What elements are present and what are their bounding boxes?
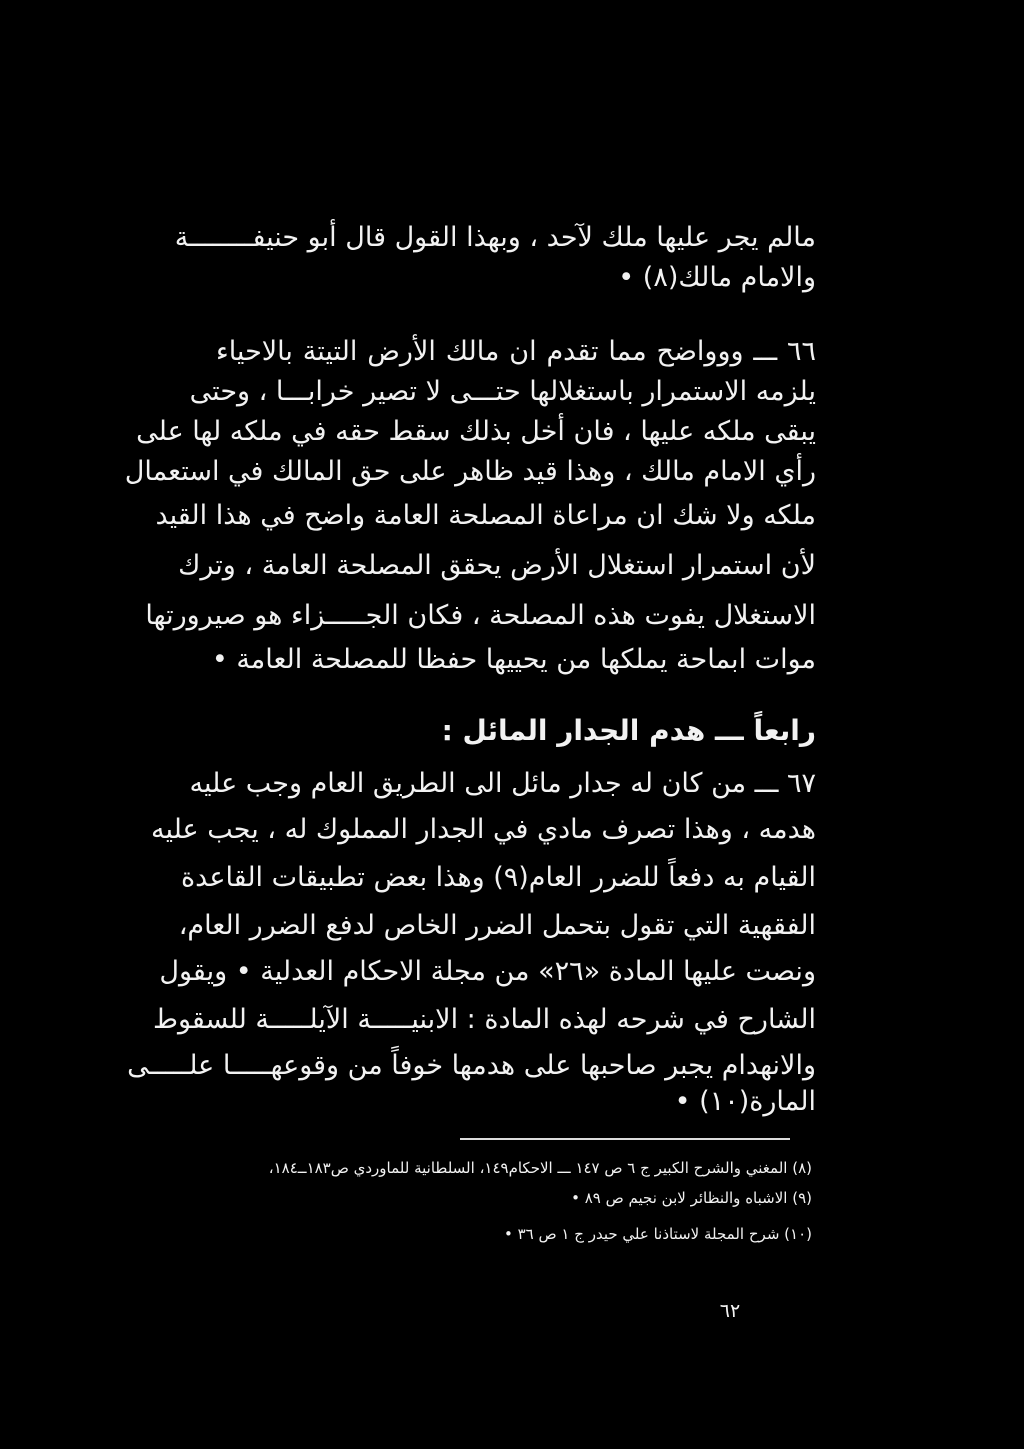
text-line: ٦٦ ـــ ووواضح مما تقدم ان مالك الأرض التيتة بالاحياء	[216, 336, 816, 367]
footnote-divider	[460, 1138, 790, 1140]
text-line: والانهدام يجبر صاحبها على هدمها خوفاً من وقوعهـــــا علـــــى	[127, 1050, 816, 1081]
page-number: ٦٢	[719, 1300, 741, 1322]
text-line: رأي الامام مالك ، وهذا قيد ظاهر على حق المالك في استعمال	[124, 456, 816, 487]
text-line: القيام به دفعاً للضرر العام(٩) وهذا بعض تطبيقات القاعدة	[181, 862, 816, 893]
text-line: لأن استمرار استغلال الأرض يحقق المصلحة العامة ، وترك	[178, 550, 816, 581]
text-line: يبقى ملكه عليها ، فان أخل بذلك سقط حقه في ملكه لها على	[136, 416, 816, 447]
section-heading: رابعاً ـــ هدم الجدار المائل :	[441, 714, 816, 747]
text-line: يلزمه الاستمرار باستغلالها حتـــى لا تصير خرابـــا ، وحتى	[189, 376, 816, 407]
text-line: الشارح في شرحه لهذه المادة : الابنيـــــة الآيلـــــة للسقوط	[152, 1004, 816, 1035]
text-line: والامام مالك(٨) •	[618, 262, 816, 293]
text-line: ملكه ولا شك ان مراعاة المصلحة العامة واضح في هذا القيد	[155, 500, 816, 531]
footnote: (٩) الاشباه والنظائر لابن نجيم ص ٨٩ •	[571, 1189, 812, 1207]
text-line: ٦٧ ـــ من كان له جدار مائل الى الطريق العام وجب عليه	[189, 768, 816, 799]
text-line: مالم يجر عليها ملك لآحد ، وبهذا القول قال أبو حنيفــــــــة	[174, 222, 816, 253]
text-line: ونصت عليها المادة «٢٦» من مجلة الاحكام العدلية • ويقول	[159, 956, 816, 987]
text-line: هدمه ، وهذا تصرف مادي في الجدار المملوك له ، يجب عليه	[151, 814, 816, 845]
text-line: الفقهية التي تقول بتحمل الضرر الخاص لدفع الضرر العام،	[178, 910, 816, 941]
footnote: (١٠) شرح المجلة لاستاذنا علي حيدر ج ١ ص ٣٦ •	[504, 1225, 812, 1243]
footnote: (٨) المغني والشرح الكبير ج ٦ ص ١٤٧ ـــ الاحكام١٤٩، السلطانية للماوردي ص١٨٣ــ١٨٤،	[268, 1159, 812, 1177]
text-line: المارة(١٠) •	[674, 1086, 816, 1117]
text-line: الاستغلال يفوت هذه المصلحة ، فكان الجـــــزاء هو صيرورتها	[145, 600, 816, 631]
text-line: موات ابماحة يملكها من يحييها حفظا للمصلحة العامة •	[211, 644, 816, 675]
